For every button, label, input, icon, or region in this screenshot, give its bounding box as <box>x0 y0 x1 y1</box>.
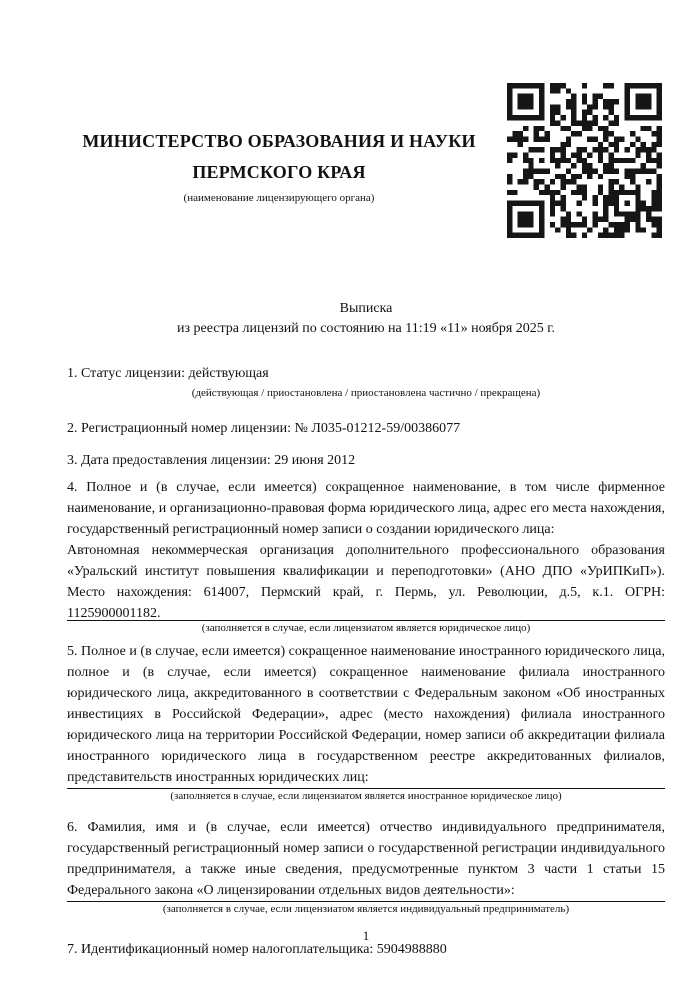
qr-code <box>507 83 662 238</box>
item-5-foreign-entity-question: 5. Полное и (в случае, если имеется) сокращенное наименование иностранного юридического лица, полное и (в случае, если имеется) сокращенное наименование филиала иностранного юридического лица, аккредитованного в соответствии с Федеральным законом «Об иностранных инвестициях в Российской Федерации», адрес (место нахождения) филиала иностранного юридического лица на территории Российской Федерации, номер записи об аккредитации филиала иностранного юридического лица в государственном реестре аккредитованных филиалов, представительств иностранных юридических лиц: <box>67 644 665 785</box>
item-4-legal-entity-answer: Автономная некоммерческая организация дополнительного профессионального образования «Уральский институт повышения квалификации и переподготовки» (АНО ДПО «УрИПКиП»). Место нахождения: 614007, Пермский край, г. Пермь, ул. Революции, д.5, к.1. ОГРН: 1125900001182. <box>67 543 665 621</box>
document-title-line2: из реестра лицензий по состоянию на 11:19 «11» ноября 2025 г. <box>177 321 555 336</box>
item-6-entrepreneur-question: 6. Фамилия, имя и (в случае, если имеется) отчество индивидуального предпринимателя, государственный регистрационный номер записи о государственной регистрации индивидуального предпринимателя, а также иные сведения, предусмотренные пунктом 3 части 1 статьи 15 Федерального закона «О лицензировании отдельных видов деятельности»: <box>67 820 665 898</box>
item-5-caption: (заполняется в случае, если лицензиатом является иностранное юридическое лицо) <box>170 790 562 802</box>
item-6-caption: (заполняется в случае, если лицензиатом является индивидуальный предприниматель) <box>162 903 570 915</box>
item-4-caption: (заполняется в случае, если лицензиатом является юридическое лицо) <box>201 622 531 634</box>
ministry-name-line2: ПЕРМСКОГО КРАЯ <box>192 162 366 182</box>
item-4-legal-entity-question: 4. Полное и (в случае, если имеется) сокращенное наименование, в том числе фирменное наименование, и организационно-правовая форма юридического лица, адрес его места нахождения, государственный регистрационный номер записи о создании юридического лица: <box>67 480 665 537</box>
ministry-name-line1: МИНИСТЕРСТВО ОБРАЗОВАНИЯ И НАУКИ <box>82 131 476 151</box>
document-body <box>67 364 665 960</box>
qr-code-image <box>507 83 662 238</box>
item-7-taxpayer-number: 7. Идентификационный номер налогоплательщика: 5904988880 <box>67 942 447 957</box>
item-3-grant-date: 3. Дата предоставления лицензии: 29 июня 2012 <box>67 453 356 468</box>
document-title <box>67 299 665 339</box>
document-title-line1: Выписка <box>339 301 393 316</box>
item-2-registration-number: 2. Регистрационный номер лицензии: № Л035-01212-59/00386077 <box>67 421 461 436</box>
licensing-authority-caption: (наименование лицензирующего органа) <box>183 192 375 204</box>
item-1-caption: (действующая / приостановлена / приостановлена частично / прекращена) <box>191 387 541 399</box>
licensing-authority-header <box>67 126 491 205</box>
item-1-license-status: 1. Статус лицензии: действующая <box>67 366 269 381</box>
page-number: 1 <box>362 928 370 943</box>
